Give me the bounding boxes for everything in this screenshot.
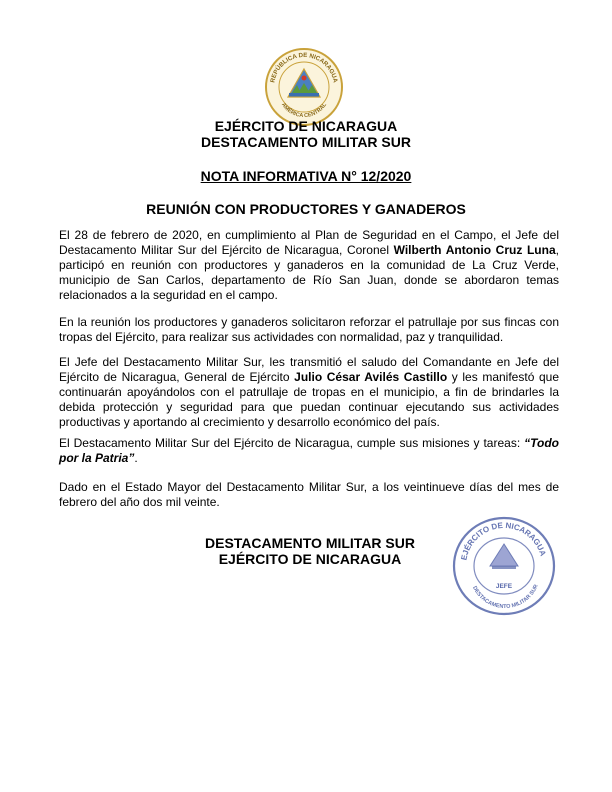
- stamp-upper-text: EJÉRCITO DE NICARAGUA: [459, 520, 548, 562]
- paragraph-4-text-c: .: [134, 451, 138, 465]
- paragraph-1: [59, 228, 559, 303]
- paragraph-3: [59, 355, 559, 430]
- paragraph-1-text-a: El 28 de febrero de 2020, en cumplimiento al Plan de Seguridad en el Campo, el Jefe del Destacamento Militar Sur del Ejército de Nicaragua, Coronel: [59, 228, 559, 257]
- signature-line-2: EJÉRCITO DE NICARAGUA: [218, 551, 402, 567]
- paragraph-5: Dado en el Estado Mayor del Destacamento Militar Sur, a los veintinueve días del mes de febrero del año dos mil veinte.: [59, 480, 559, 509]
- paragraph-1-text-c: , participó en reunión con productores y ganaderos en la comunidad de La Cruz Verde, municipio de San Carlos, departamento de Río San Juan, donde se abordaron temas relacionados a la seguridad en el campo.: [59, 243, 559, 302]
- signature-line-1: DESTACAMENTO MILITAR SUR: [205, 535, 415, 551]
- organization-name: EJÉRCITO DE NICARAGUA: [214, 118, 398, 134]
- paragraph-4-text-a: El Destacamento Militar Sur del Ejército de Nicaragua, cumple sus misiones y tareas:: [59, 436, 525, 450]
- unit-name: DESTACAMENTO MILITAR SUR: [201, 134, 411, 150]
- nota-informativa-number: NOTA INFORMATIVA N° 12/2020: [200, 168, 412, 184]
- stamp-lower-text: DESTACAMENTO MILITAR SUR: [471, 583, 540, 611]
- coronel-name: Wilberth Antonio Cruz Luna: [393, 243, 556, 257]
- nicaragua-coat-of-arms-seal: [264, 47, 344, 127]
- official-stamp: [450, 514, 558, 618]
- motto: “Todo por la Patria”: [59, 436, 559, 465]
- seal-lower-text: AMÉRICA CENTRAL: [279, 102, 329, 120]
- paragraph-3-text-c: y les manifestó que continuarán apoyándolos con el patrullaje de tropas en el municipio, a fin de brindarles la debida protección y seguridad para que puedan continuar ejecutando sus actividades productivas y aportando al crecimiento y desarrollo económico del país.: [59, 370, 559, 429]
- paragraph-4: [59, 436, 559, 466]
- document-title: REUNIÓN CON PRODUCTORES Y GANADEROS: [146, 201, 466, 217]
- seal-upper-text: REPÚBLICA DE NICARAGUA: [269, 51, 339, 84]
- paragraph-2: En la reunión los productores y ganaderos solicitaron reforzar el patrullaje por sus fincas con tropas del Ejército, para realizar sus actividades con normalidad, paz y tranquilidad.: [59, 315, 559, 344]
- stamp-center-text: JEFE: [495, 583, 513, 590]
- paragraph-3-text-a: El Jefe del Destacamento Militar Sur, les transmitió el saludo del Comandante en Jefe del Ejército de Nicaragua, General de Ejército: [59, 355, 559, 384]
- general-name: Julio César Avilés Castillo: [294, 370, 448, 384]
